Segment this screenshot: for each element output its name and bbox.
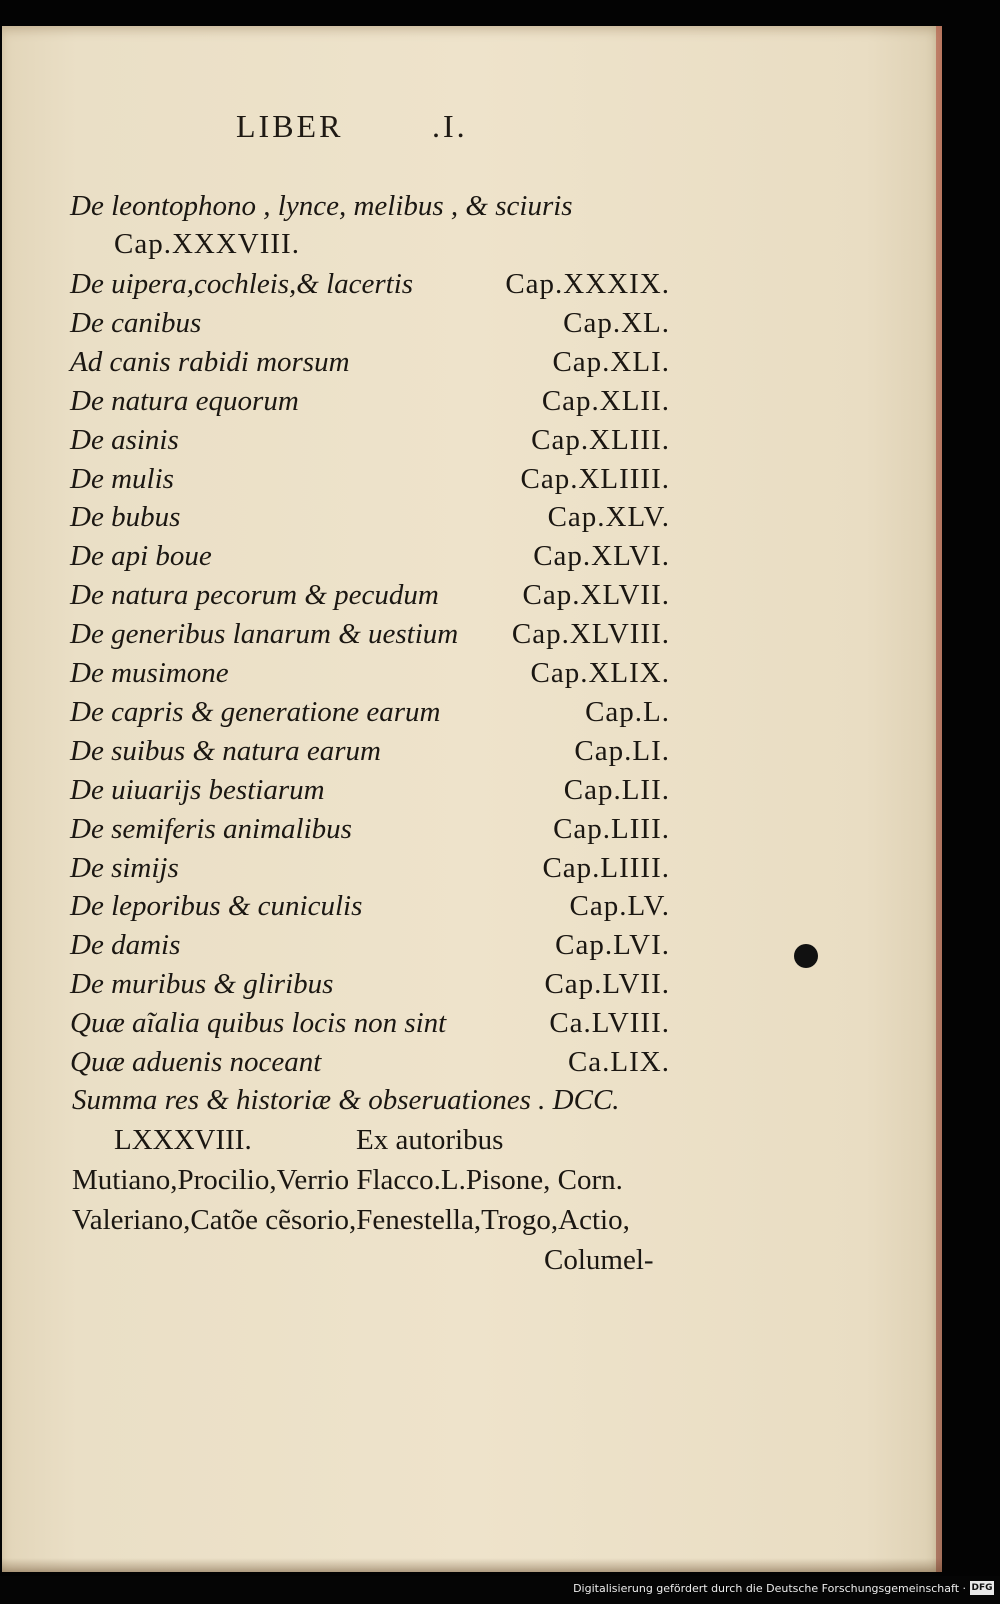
entry-chapter: Cap.LIII. <box>553 812 670 845</box>
entry-title: De muribus & gliribus <box>70 968 334 1001</box>
contents-entry <box>70 540 670 578</box>
contents-entry <box>70 968 670 1006</box>
running-head <box>236 108 536 152</box>
entry-title: De leporibus & cuniculis <box>70 890 363 923</box>
entry-chapter: Cap.LI. <box>574 734 670 767</box>
entry-title: De uipera,cochleis,& lacertis <box>70 268 414 300</box>
contents-entry <box>70 501 670 539</box>
summary-line-1: Summa res & historiæ & obseruationes . DCC. <box>72 1084 620 1116</box>
contents-entry <box>70 618 670 656</box>
entry-title: De damis <box>70 929 181 962</box>
contents-entry <box>70 463 670 501</box>
entry-chapter: Cap.LV. <box>569 890 670 923</box>
contents-entry <box>70 579 670 617</box>
entry-title: De mulis <box>70 462 174 495</box>
contents-entry <box>70 307 670 345</box>
entry-chapter: Cap.XL. <box>563 306 670 339</box>
contents-entry <box>70 424 670 462</box>
entry-chapter: Cap.LIIII. <box>542 851 670 884</box>
digitization-footer <box>0 1576 1000 1604</box>
footer-credit-text: Digitalisierung gefördert durch die Deutsche Forschungsgemeinschaft · <box>573 1582 966 1595</box>
contents-entry <box>70 268 670 306</box>
first-entry-title: De leontophono , lynce, melibus , & sciuris <box>70 190 573 222</box>
entry-chapter: Cap.XLV. <box>547 501 670 534</box>
running-head-number: .I. <box>432 108 468 144</box>
contents-entry <box>70 890 670 928</box>
entry-chapter: Cap.XLVII. <box>522 579 670 612</box>
entry-chapter: Cap.XLI. <box>552 345 670 378</box>
entry-chapter: Ca.LVIII. <box>549 1007 670 1040</box>
entry-chapter: Cap.XXXIX. <box>505 268 670 300</box>
entry-chapter: Cap.XLIX. <box>530 657 670 689</box>
ink-dot <box>794 944 818 968</box>
contents-entry <box>70 852 670 890</box>
contents-entry <box>70 1046 670 1084</box>
entry-chapter: Cap.XLVIII. <box>511 618 670 651</box>
entry-chapter: Cap.XLIIII. <box>520 462 670 495</box>
entry-title: Quæ aĩalia quibus locis non sint <box>70 1007 447 1040</box>
contents-entry <box>70 1007 670 1045</box>
entry-title: De suibus & natura earum <box>70 734 381 767</box>
catchword: Columel- <box>544 1244 654 1276</box>
entry-title: De natura equorum <box>70 384 299 417</box>
contents-entry <box>70 696 670 734</box>
entry-chapter: Cap.L. <box>585 695 670 728</box>
contents-entry <box>70 657 670 695</box>
contents-entry <box>70 735 670 773</box>
entry-title: De bubus <box>70 501 181 534</box>
entry-title: Quæ aduenis noceant <box>70 1046 322 1078</box>
entry-chapter: Cap.LVI. <box>555 929 670 962</box>
contents-entry <box>70 929 670 967</box>
entry-chapter: Cap.XLIII. <box>531 423 670 456</box>
entry-chapter: Cap.LVII. <box>544 968 670 1001</box>
entry-title: De musimone <box>70 657 229 689</box>
entry-title: De capris & generatione earum <box>70 695 441 728</box>
dfg-logo: DFG <box>971 1583 993 1593</box>
summary-line-2-authors: Ex autoribus <box>356 1124 504 1156</box>
entry-chapter: Ca.LIX. <box>567 1046 670 1078</box>
entry-title: De api boue <box>70 540 212 573</box>
page-bottom-shadow <box>2 1558 942 1572</box>
running-head-liber: LIBER <box>236 108 344 144</box>
entry-title: De simijs <box>70 851 179 884</box>
entry-title: De canibus <box>70 306 202 339</box>
page-edge <box>936 26 942 1572</box>
entry-chapter: Cap.XLVI. <box>533 540 670 573</box>
entry-title: De generibus lanarum & uestium <box>70 618 459 651</box>
entry-title: De semiferis animalibus <box>70 812 352 845</box>
contents-entry <box>70 346 670 384</box>
contents-entry <box>70 813 670 851</box>
summary-line-4: Valeriano,Catõe cẽsorio,Fenestella,Trogo,Actio, <box>72 1204 630 1236</box>
entry-chapter: Cap.XLII. <box>541 384 670 417</box>
contents-entry <box>70 774 670 812</box>
entry-title: De uiuarijs bestiarum <box>70 773 325 806</box>
entry-title: Ad canis rabidi morsum <box>70 345 350 378</box>
summary-line-2-count: LXXXVIII. <box>114 1124 252 1156</box>
first-entry-cap: Cap.XXXVIII. <box>114 228 300 260</box>
entry-title: De natura pecorum & pecudum <box>70 579 439 612</box>
entry-title: De asinis <box>70 423 179 456</box>
contents-entry <box>70 385 670 423</box>
summary-line-3: Mutiano,Procilio,Verrio Flacco.L.Pisone, Corn. <box>72 1164 623 1196</box>
entry-chapter: Cap.LII. <box>563 773 670 806</box>
